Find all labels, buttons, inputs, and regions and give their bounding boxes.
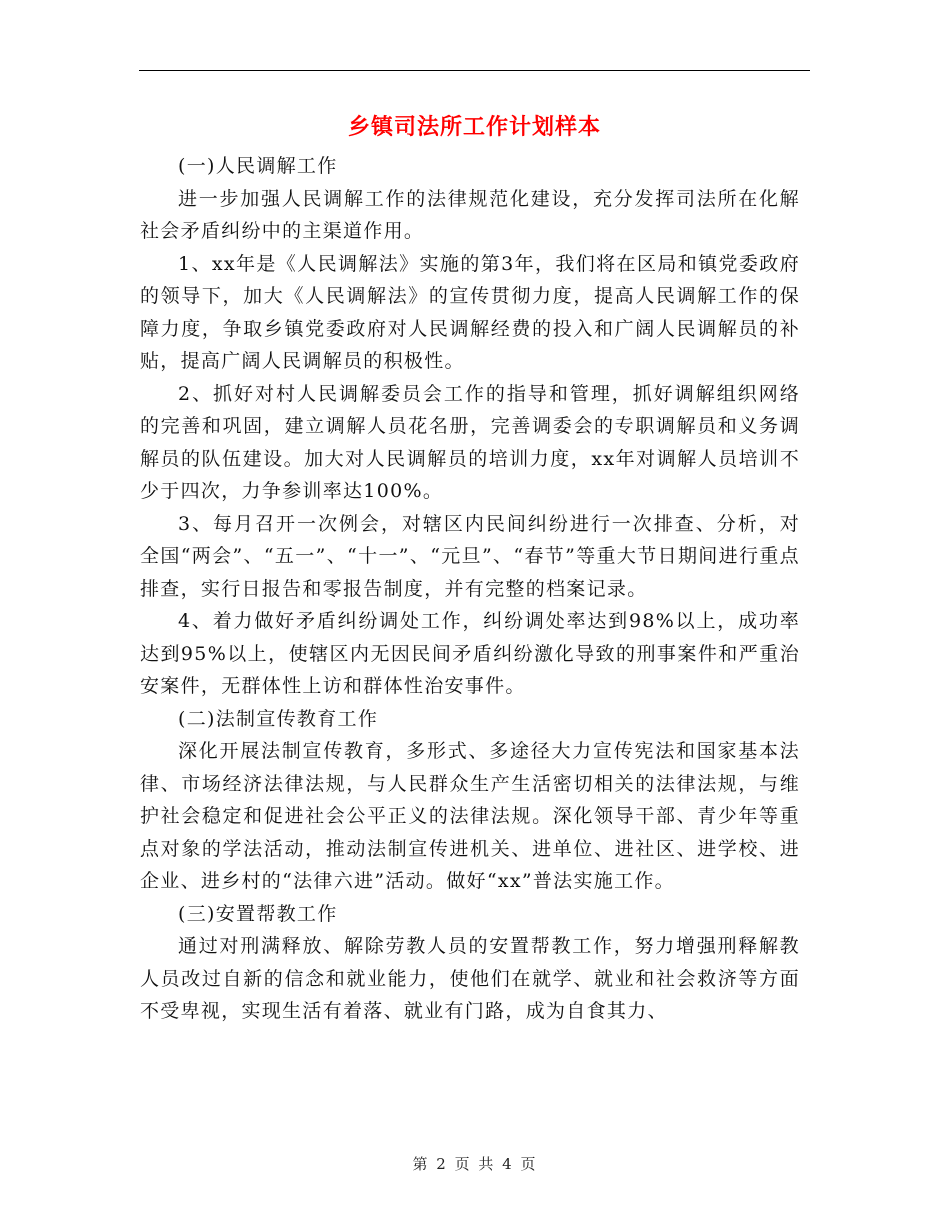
header-rule [139, 70, 810, 71]
section-heading-mediation: (一)人民调解工作 [178, 155, 338, 177]
paragraph-legal-education: 深化开展法制宣传教育，多形式、多途径大力宣传宪法和国家基本法律、市场经济法律法规，与人民群众生产生活密切相关的法律法规，与维护社会稳定和促进社会公平正义的法律法规。深化领导干部、青少年等重点对象的学法活动，推动法制宣传进机关、进单位、进社区、进学校、进企业、进乡村的“法律六进”活动。做好“xx”普法实施工作。 [140, 740, 800, 892]
paragraph-item-3: 3、每月召开一次例会，对辖区内民间纠纷进行一次排查、分析，对全国“两会”、“五一”、“十一”、“元旦”、“春节”等重大节日期间进行重点排查，实行日报告和零报告制度，并有完整的档案记录。 [140, 512, 800, 600]
paragraph-item-2: 2、抓好对村人民调解委员会工作的指导和管理，抓好调解组织网络的完善和巩固，建立调解人员花名册，完善调委会的专职调解员和义务调解员的队伍建设。加大对人民调解员的培训力度，xx年对调解人员培训不少于四次，力争参训率达100%。 [140, 382, 800, 502]
page-number-footer: 第 2 页 共 4 页 [412, 1155, 538, 1173]
section-heading-resettlement: (三)安置帮教工作 [178, 902, 338, 925]
document-title: 乡镇司法所工作计划样本 [347, 114, 601, 140]
paragraph-resettlement: 通过对刑满释放、解除劳教人员的安置帮教工作，努力增强刑释解教人员改过自新的信念和就业能力，使他们在就学、就业和社会救济等方面不受卑视，实现生活有着落、就业有门路，成为自食其力、 [140, 935, 800, 1022]
section-heading-legal-education: (二)法制宣传教育工作 [178, 707, 379, 730]
document-body [140, 150, 800, 1028]
paragraph-item-1: 1、xx年是《人民调解法》实施的第3年，我们将在区局和镇党委政府的领导下，加大《人民调解法》的宣传贯彻力度，提高人民调解工作的保障力度，争取乡镇党委政府对人民调解经费的投入和广阔人民调解员的补贴，提高广阔人民调解员的积极性。 [140, 252, 800, 372]
paragraph-mediation-intro: 进一步加强人民调解工作的法律规范化建设，充分发挥司法所在化解社会矛盾纠纷中的主渠道作用。 [140, 187, 800, 242]
paragraph-item-4: 4、着力做好矛盾纠纷调处工作，纠纷调处率达到98%以上，成功率达到95%以上，使辖区内无因民间矛盾纠纷激化导致的刑事案件和严重治安案件，无群体性上访和群体性治安事件。 [140, 610, 800, 697]
